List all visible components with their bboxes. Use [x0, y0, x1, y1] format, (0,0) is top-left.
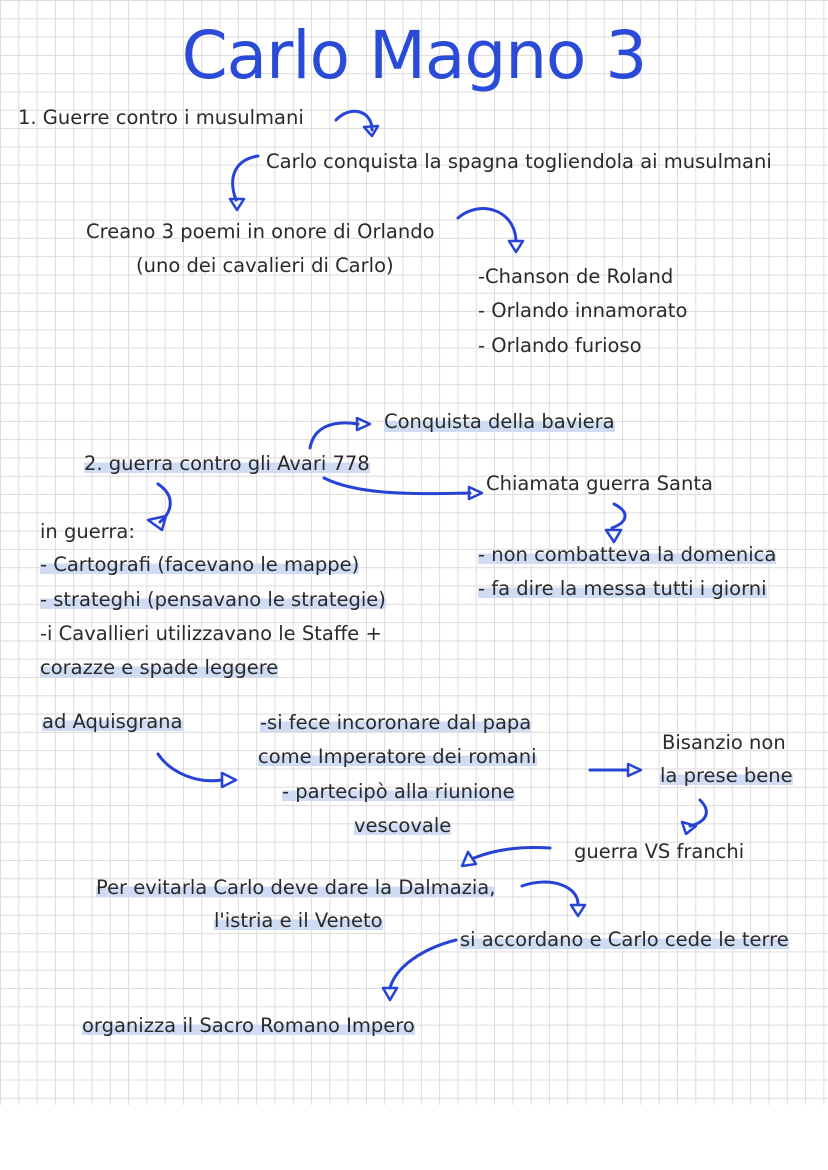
byzantium-line1: Bisanzio non	[662, 731, 786, 754]
arrow-icon	[148, 484, 170, 530]
aquisgrana-label: ad Aquisgrana	[42, 710, 183, 733]
crowned-line2: come Imperatore dei romani	[258, 745, 537, 768]
war-item: -i Cavallieri utilizzavano le Staffe +	[40, 622, 382, 645]
avoid-line2: l'istria e il Veneto	[214, 909, 383, 932]
poems-line2: (uno dei cavalieri di Carlo)	[136, 254, 394, 277]
arrow-icon	[682, 800, 706, 834]
poem-item: - Orlando innamorato	[478, 299, 688, 322]
war-item: corazze e spade leggere	[40, 656, 279, 679]
arrow-icon	[383, 940, 456, 1000]
arrow-icon	[590, 764, 641, 776]
bavaria-note: Conquista della baviera	[384, 410, 615, 433]
agreement-note: si accordano e Carlo cede le terre	[460, 928, 789, 951]
arrow-icon	[462, 847, 550, 866]
meeting-line1: - partecipò alla riunione	[282, 780, 515, 803]
holy-rule: - non combatteva la domenica	[478, 543, 777, 566]
arrow-icon	[310, 418, 370, 448]
avoid-line1: Per evitarla Carlo deve dare la Dalmazia,	[96, 876, 496, 899]
arrow-icon	[230, 156, 258, 210]
page-title: Carlo Magno 3	[181, 17, 647, 94]
arrow-icon	[158, 754, 236, 787]
holy-war-note: Chiamata guerra Santa	[486, 472, 713, 495]
arrow-icon	[522, 882, 585, 916]
arrow-icon	[336, 111, 378, 136]
section1-heading: 1. Guerre contro i musulmani	[18, 106, 304, 129]
poem-item: - Orlando furioso	[478, 334, 642, 357]
poem-item: -Chanson de Roland	[478, 265, 674, 288]
war-item: - Cartografi (facevano le mappe)	[40, 553, 360, 576]
section2-heading: 2. guerra contro gli Avari 778	[84, 452, 370, 475]
arrow-icon	[606, 504, 625, 542]
meeting-line2: vescovale	[354, 814, 452, 837]
arrow-icon	[324, 478, 482, 499]
war-franks-note: guerra VS franchi	[574, 840, 745, 863]
poems-line1: Creano 3 poemi in onore di Orlando	[86, 220, 435, 243]
in-war-label: in guerra:	[40, 520, 135, 543]
crowned-line1: -si fece incoronare dal papa	[260, 711, 532, 734]
arrow-icon	[458, 209, 523, 252]
byzantium-line2: la prese bene	[660, 764, 793, 787]
holy-rule: - fa dire la messa tutti i giorni	[478, 577, 767, 600]
war-item: - strateghi (pensavano le strategie)	[40, 588, 386, 611]
conquest-note: Carlo conquista la spagna togliendola ai musulmani	[266, 150, 772, 173]
empire-note: organizza il Sacro Romano Impero	[82, 1014, 415, 1037]
